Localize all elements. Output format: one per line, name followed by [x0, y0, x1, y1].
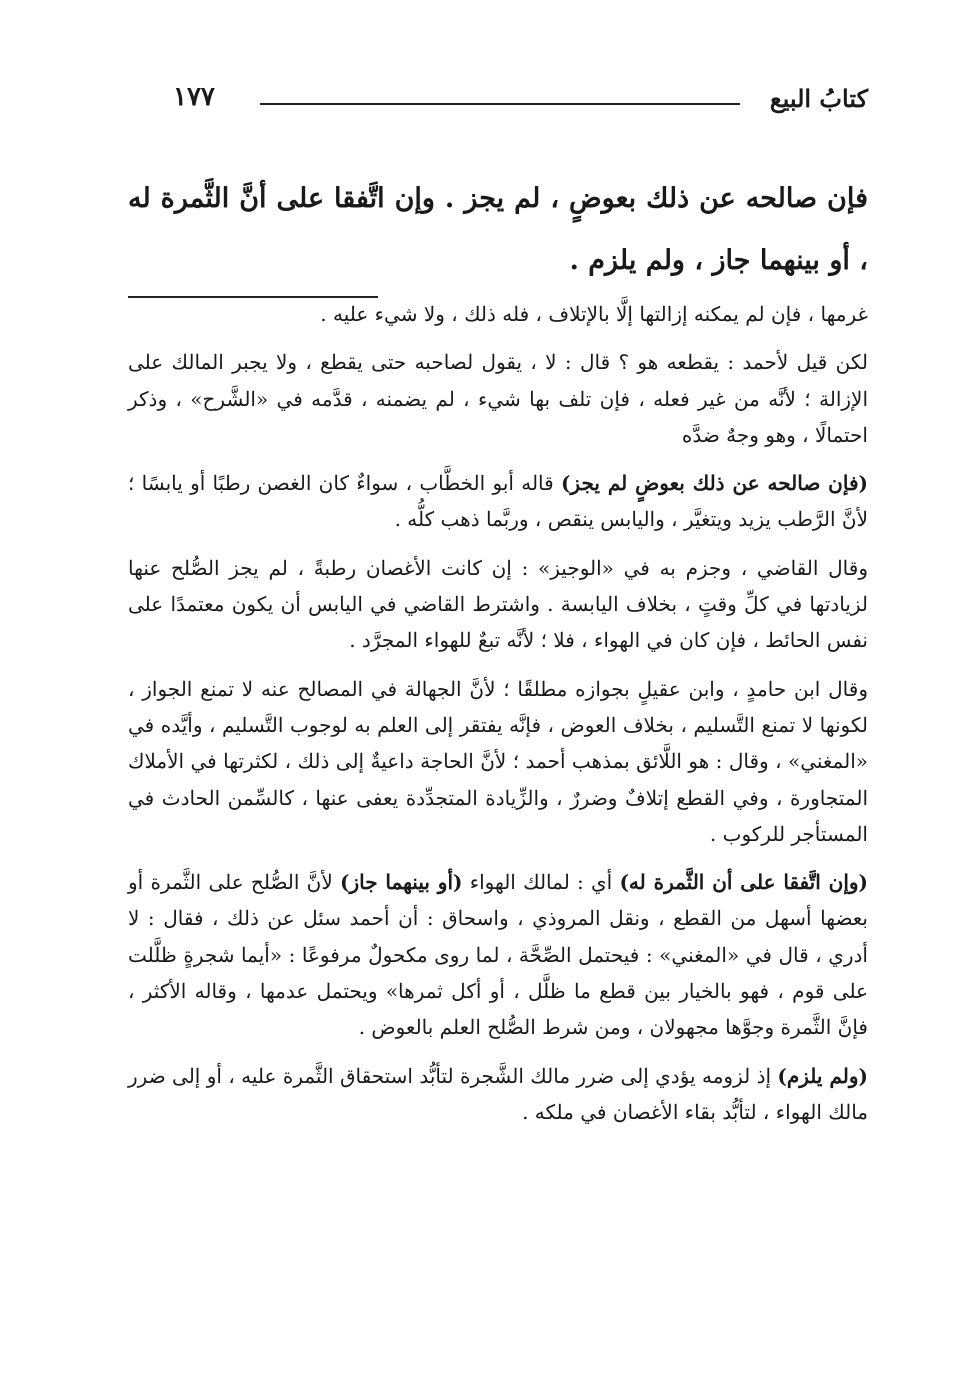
header-rule — [260, 103, 740, 105]
commentary-paragraph-1: غرمها ، فإن لم يمكنه إزالتها إلَّا بالإتلاف ، فله ذلك ، ولا شيء عليه . — [320, 302, 868, 326]
matn-quote: (أو بينهما جاز) — [340, 870, 463, 895]
running-header — [128, 82, 868, 122]
commentary-text: لأنَّ الصُّلح على الثَّمرة أو بعضها أسهل من القطع ، ونقل المروذي ، واسحاق : أن أحمد سئل عن ذلك ، فقال : لا أدري ، قال في «المغني» : فيحتمل الصِّحَّة ، لما روى مكحولٌ مرفوعًا : «أيما شجرةٍ ظلَّلت على قوم ، فهو بالخيار بين قطع ما ظلَّل ، أو أكل ثمرها» ويحتمل عدمها ، وقاله الأكثر ، فإنَّ الثَّمرة وجوَّها مجهولان ، ومن شرط الصُّلح العلم بالعوض . — [128, 870, 868, 1040]
commentary-paragraph-5: وقال ابن حامدٍ ، وابن عقيلٍ بجوازه مطلقًا ؛ لأنَّ الجهالة في المصالح عنه لا تمنع الجواز ، لكونها لا تمنع التَّسليم ، بخلاف العوض ، فإنَّه يفتقر إلى العلم به لوجوب التَّسليم ، وأيَّده في «المغني» ، وقال : هو اللَّائق بمذهب أحمد ؛ لأنَّ الحاجة داعيةٌ إلى ذلك ، لكثرتها في الأملاك المتجاورة ، وفي القطع إتلافٌ وضررٌ ، والزِّيادة المتجدِّدة يعفى عنها ، كالسِّمن الحادث في المستأجر للركوب . — [128, 676, 868, 846]
matn-quote: (ولم يلزم) — [777, 1063, 868, 1088]
commentary-paragraph-2: لكن قيل لأحمد : يقطعه هو ؟ قال : لا ، يقول لصاحبه حتى يقطع ، ولا يجبر المالك على الإزالة ؛ لأنَّه من غير فعله ، فإن تلف بها شيء ، لم يضمنه ، قدَّمه في «الشَّرح» ، وذكر احتمالًا ، وهو وجهٌ ضدَّه — [128, 350, 868, 447]
matn-quote: (فإن صالحه عن ذلك بعوضٍ لم يجز) — [560, 471, 868, 496]
commentary-text: قاله أبو الخطَّاب ، سواءٌ كان الغصن رطبًا أو يابسًا ؛ لأنَّ الرَّطب يزيد ويتغيَّر ، واليابس ينقص ، وربَّما ذهب كلُّه . — [128, 471, 868, 532]
page-number: ١٧٧ — [173, 82, 215, 112]
commentary-paragraph-4: وقال القاضي ، وجزم به في «الوجيز» : إن كانت الأغصان رطبةً ، لم يجز الصُّلح عنها لزيادتها في كلِّ وقتٍ ، بخلاف اليابسة . واشترط القاضي في اليابس أن يكون معتمدًا على نفس الحائط ، فإن كان في الهواء ، فلا ؛ لأنَّه تبعٌ للهواء المجرَّد . — [128, 555, 868, 653]
commentary-paragraph-7 — [128, 1058, 868, 1131]
book-title: كتابُ البيع — [769, 84, 868, 113]
commentary-text: أي : لمالك الهواء — [462, 870, 620, 895]
matn-text: فإن صالحه عن ذلك بعوضٍ ، لم يجز . وإن اتَّفقا على أنَّ الثَّمرة له ، أو بينهما جاز ، ولم يلزم . — [128, 183, 868, 276]
commentary-text: إذ لزومه يؤدي إلى ضرر مالك الشَّجرة لتأبُّد استحقاق الثَّمرة عليه ، أو إلى ضرر مالك الهواء ، لتأبُّد بقاء الأغصان في ملكه . — [128, 1063, 868, 1124]
commentary-paragraph-3 — [128, 465, 868, 538]
commentary — [128, 296, 868, 1142]
matn-quote: (وإن اتَّفقا على أن الثَّمرة له) — [619, 870, 869, 895]
commentary-paragraph-6 — [128, 864, 868, 1045]
